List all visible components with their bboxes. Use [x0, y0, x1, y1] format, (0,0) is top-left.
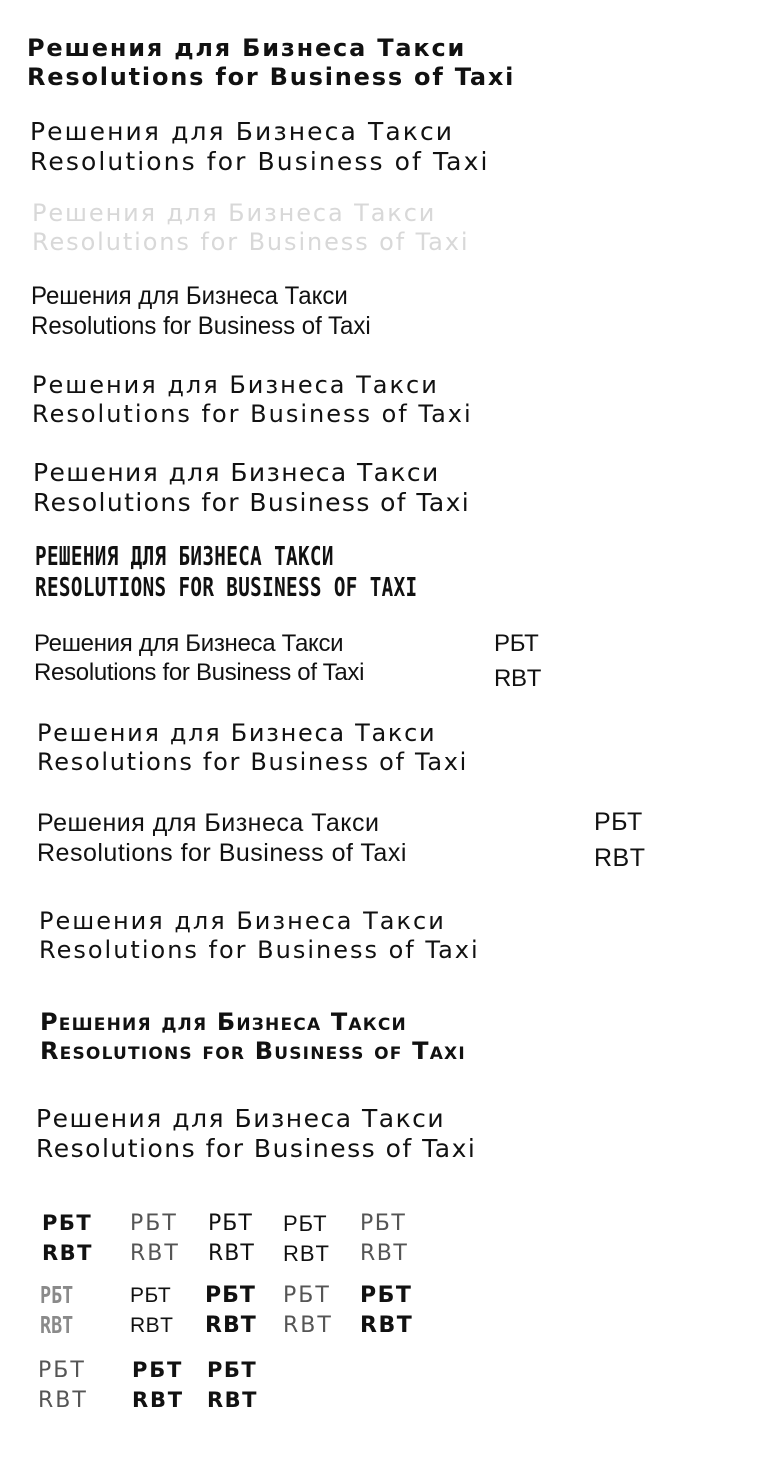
abbr-en: RBT	[360, 1313, 414, 1338]
sample-english-line: Resolutions for Business of Taxi	[37, 747, 469, 776]
abbr-en: RBT	[130, 1314, 174, 1337]
abbr-en: RBT	[360, 1241, 409, 1266]
abbr-ru: РБТ	[40, 1283, 74, 1309]
sample-russian-line: Решения для Бизнеса Такси	[32, 371, 439, 399]
abbr-ru: РБТ	[283, 1211, 328, 1236]
abbr-en: RBT	[207, 1388, 259, 1412]
abbr-ru: РБТ	[132, 1358, 184, 1382]
abbr-ru: РБТ	[130, 1284, 172, 1307]
sample-english-line: Resolutions for Business of Taxi	[31, 312, 371, 340]
sample-english-line: Resolutions for Business of Taxi	[39, 935, 480, 964]
sample-english-line: Resolutions for Business of Taxi	[33, 488, 471, 517]
abbr-en: RBT	[283, 1313, 333, 1338]
sample-russian-line: Решения для Бизнеса Такси	[27, 34, 467, 62]
abbr-ru: РБТ	[360, 1283, 413, 1308]
sample-english-line: Resolutions for Business of Taxi	[34, 658, 365, 686]
abbr-en: RBT	[42, 1241, 94, 1265]
sample-russian-line: Решения для Бизнеса Такси	[34, 630, 344, 657]
abbr-ru: РБТ	[205, 1283, 256, 1308]
abbr-ru: РБТ	[207, 1358, 258, 1382]
sample-english-line: Resolutions for Business of Taxi	[32, 399, 473, 428]
sample-russian-line: Решения для Бизнеса Такси	[33, 458, 440, 487]
sample-russian-line: Решения для Бизнеса Такси	[36, 1104, 446, 1133]
sample-russian-line: Решения для Бизнеса Такси	[32, 199, 437, 227]
sample-russian-line: Решения для Бизнеса Такси	[30, 117, 455, 146]
sample-russian-line: Решения для Бизнеса Такси	[37, 719, 437, 747]
abbr-en: RBT	[38, 1388, 88, 1413]
sample-russian-line: РЕШЕНИЯ ДЛЯ БИЗНЕСА ТАКСИ	[35, 542, 334, 572]
abbr-ru: РБТ	[283, 1283, 331, 1308]
sample-russian-line: Решения для Бизнеса Такси	[39, 907, 446, 935]
abbr-en: RBT	[205, 1313, 257, 1338]
abbr-ru: РБТ	[208, 1211, 253, 1236]
sample-abbreviation-ru: РБТ	[494, 630, 539, 657]
sample-abbreviation-en: RBT	[594, 844, 646, 872]
abbr-en: RBT	[40, 1313, 74, 1339]
abbr-ru: РБТ	[360, 1211, 407, 1236]
sample-russian-line: Решения для Бизнеса Такси	[31, 282, 348, 310]
abbr-en: RBT	[130, 1241, 180, 1266]
abbr-en: RBT	[208, 1241, 255, 1266]
sample-english-line: Resolutions for Business of Taxi	[37, 839, 407, 867]
sample-english-line: Resolutions for Business of Taxi	[32, 227, 470, 256]
sample-english-line: Resolutions for Business of Taxi	[30, 147, 490, 176]
sample-english-line: Resolutions for Business of Taxi	[27, 62, 516, 91]
sample-english-line: RESOLUTIONS FOR BUSINESS OF TAXI	[35, 573, 418, 604]
sample-russian-line: Решения для Бизнеса Такси	[37, 809, 380, 837]
abbr-ru: РБТ	[42, 1211, 93, 1235]
abbr-ru: РБТ	[38, 1358, 86, 1383]
sample-english-line: Resolutions for Business of Taxi	[36, 1134, 477, 1163]
sample-russian-line: Решения для Бизнеса Такси	[40, 1008, 407, 1036]
abbr-en: RBT	[132, 1388, 184, 1412]
sample-abbreviation-en: RBT	[494, 665, 542, 692]
abbr-en: RBT	[283, 1241, 330, 1266]
abbr-ru: РБТ	[130, 1211, 178, 1236]
sample-abbreviation-ru: РБТ	[594, 808, 643, 836]
sample-english-line: Resolutions for Business of Taxi	[40, 1036, 466, 1065]
